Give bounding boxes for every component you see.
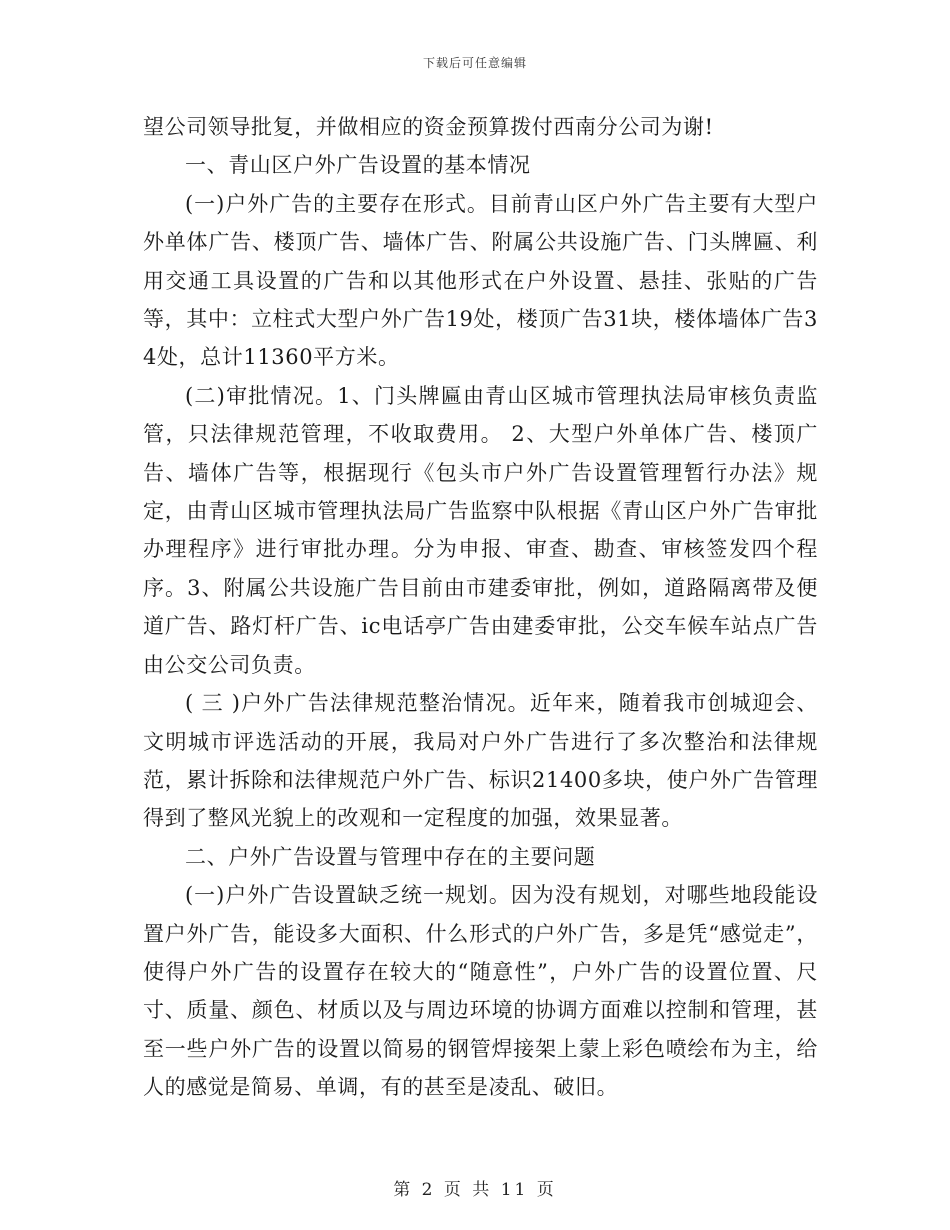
document-body <box>143 108 818 1107</box>
section-heading-1: 一、青山区户外广告设置的基本情况 <box>185 153 531 178</box>
page-header: 下载后可任意编辑 <box>422 56 527 70</box>
page-footer: 第 2 页 共 11 页 <box>393 1180 557 1200</box>
paragraph-closing-request: 望公司领导批复，并做相应的资金预算拨付西南分公司为谢! <box>143 115 714 139</box>
paragraph-approval: (二)审批情况。1、门头牌匾由青山区城市管理执法局审核负责监管，只法律规范管理，不收取费用。 2、大型户外单体广告、楼顶广告、墙体广告等，根据现行《包头市户外广告设置管理暂行办法》规定，由青山区城市管理执法局广告监察中队根据《青山区户外广告审批办理程序》进行审批办理。分为申报、审查、勘查、审核签发四个程序。3、附属公共设施广告目前由市建委审批，例如，道路隔离带及便道广告、路灯杆广告、ic电话亭广告由建委审批，公交车候车站点广告由公交公司负责。 <box>143 383 818 677</box>
paragraph-planning-issue: (一)户外广告设置缺乏统一规划。因为没有规划，对哪些地段能设置户外广告，能设多大面积、什么形式的户外广告，多是凭“感觉走”，使得户外广告的设置存在较大的“随意性”，户外广告的设置位置、尺寸、质量、颜色、材质以及与周边环境的协调方面难以控制和管理，甚至一些户外广告的设置以简易的钢管焊接架上蒙上彩色喷绘布为主，给人的感觉是简易、单调，有的甚至是凌乱、破旧。 <box>143 883 818 1100</box>
section-heading-2: 二、户外广告设置与管理中存在的主要问题 <box>185 844 596 869</box>
paragraph-ad-forms: (一)户外广告的主要存在形式。目前青山区户外广告主要有大型户外单体广告、楼顶广告、墙体广告、附属公共设施广告、门头牌匾、利用交通工具设置的广告和以其他形式在户外设置、悬挂、张贴的广告等，其中：立柱式大型户外广告19处，楼顶广告31块，楼体墙体广告34处，总计11360平方米。 <box>143 191 818 370</box>
paragraph-regulation: ( 三 )户外广告法律规范整治情况。近年来，随着我市创城迎会、文明城市评选活动的开展，我局对户外广告进行了多次整治和法律规范，累计拆除和法律规范户外广告、标识21400多块，使户外广告管理得到了整风光貌上的改观和一定程度的加强，效果显著。 <box>143 691 818 831</box>
